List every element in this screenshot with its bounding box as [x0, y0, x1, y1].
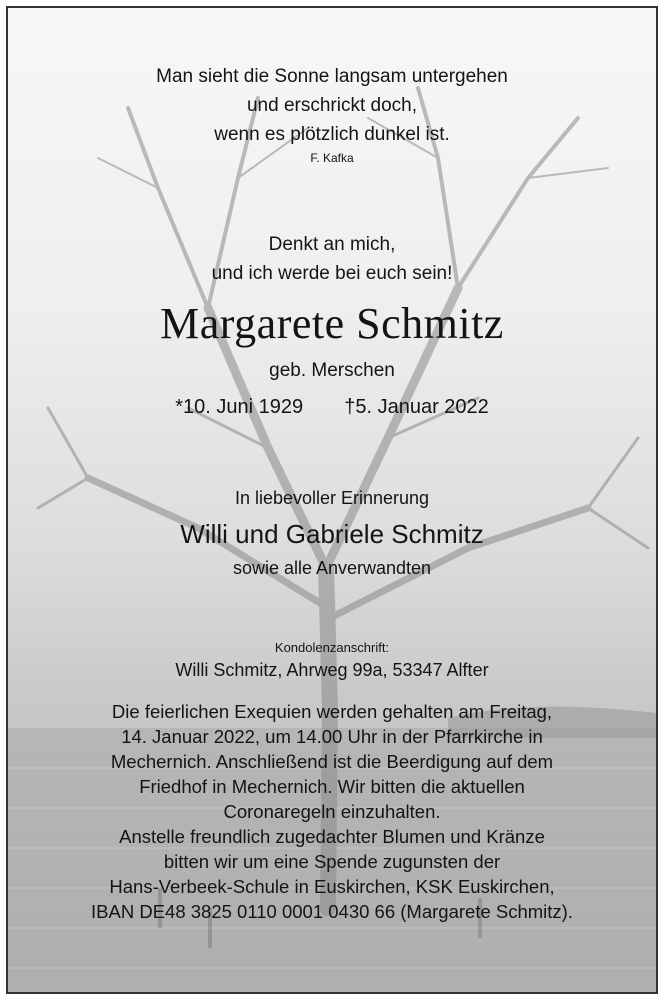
maiden-name: geb. Merschen	[269, 360, 395, 381]
notice-line-3: Mechernich. Anschließend ist die Beerdigung auf dem	[110, 751, 554, 772]
quote-author: F. Kafka	[310, 151, 354, 165]
notice-line-8: Hans-Verbeek-Schule in Euskirchen, KSK Euskirchen,	[109, 876, 555, 897]
death-date: 5. Januar 2022	[355, 396, 489, 418]
notice-line-2: 14. Januar 2022, um 14.00 Uhr in der Pfarrkirche in	[121, 726, 543, 747]
life-dates	[8, 396, 656, 419]
obituary-text	[8, 8, 656, 992]
motto-line-2: und ich werde bei euch sein!	[211, 263, 453, 284]
notice-line-7: bitten wir um eine Spende zugunsten der	[163, 851, 501, 872]
birth-date: 10. Juni 1929	[183, 396, 304, 418]
birth-symbol: *	[175, 396, 183, 418]
quote-line-2: und erschrickt doch,	[246, 95, 418, 116]
notice-line-4: Friedhof in Mechernich. Wir bitten die aktuellen	[139, 776, 525, 797]
condolence-address: Willi Schmitz, Ahrweg 99a, 53347 Alfter	[175, 660, 489, 680]
obituary-card	[6, 6, 658, 994]
motto-line-1: Denkt an mich,	[268, 234, 396, 255]
notice-line-9: IBAN DE48 3825 0110 0001 0430 66 (Margarete Schmitz).	[91, 901, 573, 922]
remembrance-intro: In liebevoller Erinnerung	[234, 488, 430, 508]
notice-line-1: Die feierlichen Exequien werden gehalten am Freitag,	[111, 701, 553, 722]
quote-line-1: Man sieht die Sonne langsam untergehen	[156, 66, 508, 87]
quote-line-3: wenn es plötzlich dunkel ist.	[214, 124, 450, 145]
mourner-names: Willi und Gabriele Schmitz	[180, 519, 484, 549]
death-symbol: †	[344, 396, 356, 418]
condolence-label: Kondolenzanschrift:	[274, 640, 390, 655]
other-relatives: sowie alle Anverwandten	[232, 558, 432, 578]
notice-line-5: Coronaregeln einzuhalten.	[223, 801, 441, 822]
deceased-name: Margarete Schmitz	[160, 299, 504, 348]
notice-line-6: Anstelle freundlich zugedachter Blumen und Kränze	[119, 826, 545, 847]
